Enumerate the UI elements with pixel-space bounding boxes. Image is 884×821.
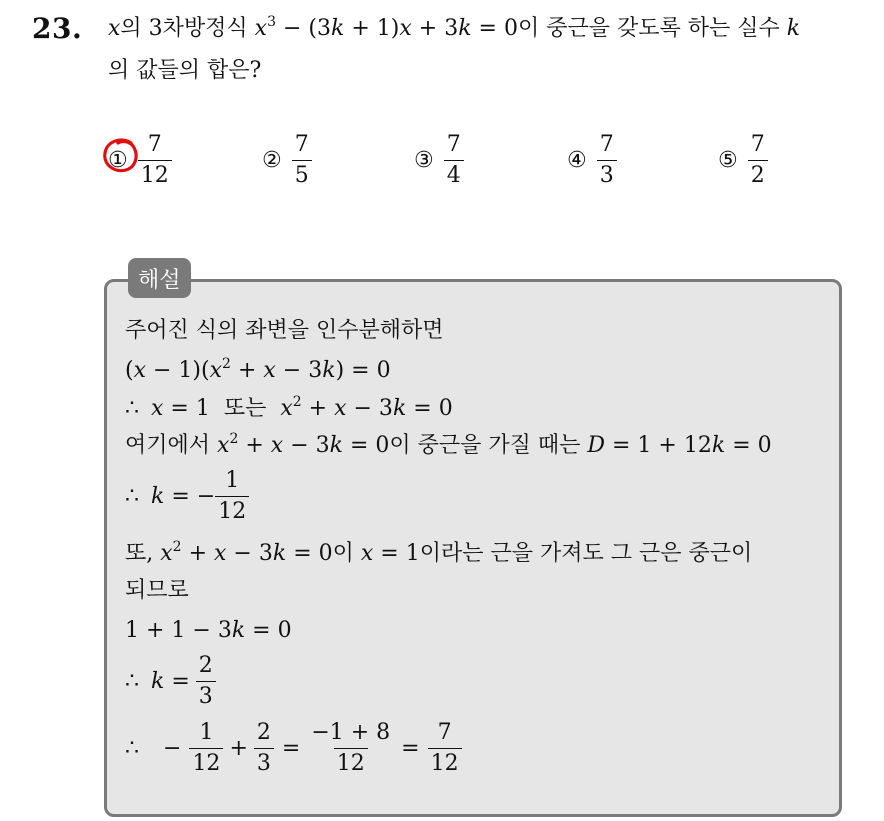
choice-fraction: $\frac{7}{4}$ bbox=[444, 134, 464, 187]
choice-marker: ① bbox=[108, 147, 128, 173]
question-text-line1: x의 3차방정식 $x^3 - (3k + 1)x + 3k = 0$이 중근을 갖도록 하는 실수 k bbox=[108, 14, 801, 41]
choice-4[interactable] bbox=[567, 130, 617, 190]
solution-line-1: 주어진 식의 좌변을 인수분해하면 bbox=[125, 318, 444, 343]
choice-fraction: $\frac{7}{5}$ bbox=[292, 134, 312, 187]
choice-2[interactable] bbox=[262, 130, 312, 190]
choice-marker: ② bbox=[262, 147, 282, 173]
choice-3[interactable] bbox=[414, 130, 464, 190]
solution-line-9: ∴ k = $\frac{2}{3}$ bbox=[125, 655, 216, 708]
solution-line-2: $(x - 1)(x^2 + x - 3k) = 0$ bbox=[125, 356, 391, 383]
choice-5[interactable] bbox=[718, 130, 768, 190]
solution-line-8: 1 + 1 − 3k = 0 bbox=[125, 618, 292, 643]
choice-marker: ④ bbox=[567, 147, 587, 173]
choice-fraction: $\frac{7}{12}$ bbox=[138, 134, 172, 187]
choice-marker: ⑤ bbox=[718, 147, 738, 173]
choice-fraction: $\frac{7}{2}$ bbox=[748, 134, 768, 187]
solution-line-4: 여기에서 $x^2 + x - 3k = 0$이 중근을 가질 때는 D = 1 + 12k = 0 bbox=[125, 431, 772, 458]
choice-fraction: $\frac{7}{3}$ bbox=[597, 134, 617, 187]
solution-line-6: 또, $x^2 + x - 3k = 0$이 x = 1이라는 근을 가져도 그 근은 중근이 bbox=[125, 539, 753, 566]
choice-marker: ③ bbox=[414, 147, 434, 173]
solution-line-10: ∴ − $\frac{1}{12}$ + $\frac{2}{3}$ = $\frac{-1 + 8}{12}$ = $\frac{7}{12}$ bbox=[125, 722, 462, 775]
solution-line-7: 되므로 bbox=[125, 578, 189, 603]
solution-line-5: ∴ k = − $\frac{1}{12}$ bbox=[125, 470, 249, 523]
question-number: 23. bbox=[32, 12, 83, 45]
question-text-line2: 의 값들의 합은? bbox=[108, 58, 262, 83]
solution-line-3: ∴ x = 1 또는 $x^2 + x - 3k = 0$ bbox=[125, 394, 453, 421]
solution-tab: 해설 bbox=[128, 258, 191, 298]
choice-1[interactable] bbox=[108, 130, 172, 190]
